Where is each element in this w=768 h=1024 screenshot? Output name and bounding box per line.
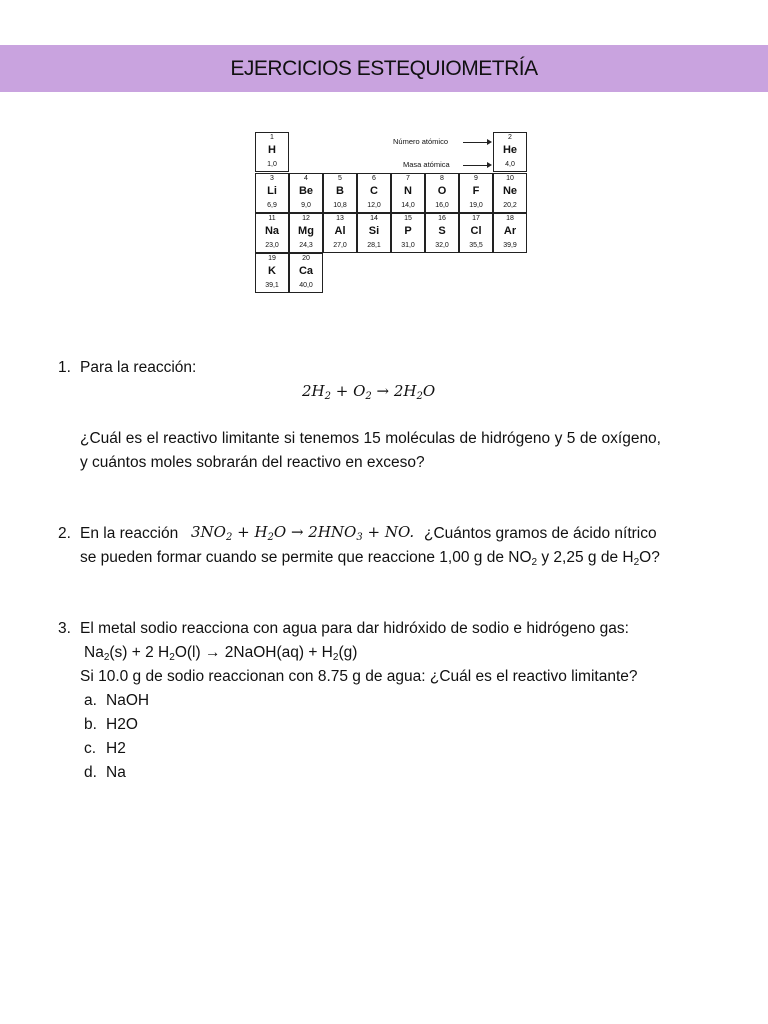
option-text: H2	[106, 740, 126, 757]
atomic-mass: 20,2	[503, 202, 517, 209]
atomic-number-label: Número atómico	[393, 137, 449, 146]
atomic-mass: 23,0	[265, 242, 279, 249]
element-symbol: Ne	[502, 185, 518, 197]
element-cell-c	[357, 173, 391, 213]
atomic-number: 13	[336, 215, 344, 222]
atomic-number: 10	[506, 175, 514, 182]
pointer-arrow-icon	[463, 142, 487, 143]
atomic-mass: 28,1	[367, 242, 381, 249]
atomic-number: 19	[268, 255, 276, 262]
element-symbol: F	[472, 185, 480, 197]
atomic-number: 6	[372, 175, 376, 182]
element-cell-al	[323, 213, 357, 253]
atomic-mass: 1,0	[267, 161, 277, 168]
atomic-number: 8	[440, 175, 444, 182]
exercise-2-line2: se pueden formar cuando se permite que reaccione 1,00 g de $NO_2$ y 2,25 g de $H_2O$?	[80, 549, 660, 568]
exercise-2-number: 2.	[58, 525, 71, 542]
pointer-arrow-icon	[463, 165, 487, 166]
element-cell-na	[255, 213, 289, 253]
element-symbol: Na	[264, 225, 280, 237]
title-banner	[0, 45, 768, 92]
option-letter: b.	[84, 716, 97, 733]
periodic-table	[255, 132, 527, 296]
exercise-3-number: 3.	[58, 620, 71, 637]
element-cell-cl	[459, 213, 493, 253]
exercise-1-equation: $2H_2 + O_2 \to 2H_2O$	[302, 382, 436, 402]
atomic-number: 2	[508, 134, 512, 141]
exercise-2-line1: En la reacción	[80, 525, 179, 542]
atomic-number: 4	[304, 175, 308, 182]
option-letter: c.	[84, 740, 97, 757]
page-title: EJERCICIOS ESTEQUIOMETRÍA	[230, 56, 538, 80]
atomic-mass: 40,0	[299, 282, 313, 289]
element-symbol: Cl	[470, 225, 482, 237]
exercise-3-question: Si 10.0 g de sodio reaccionan con 8.75 g de agua: ¿Cuál es el reactivo limitante?	[80, 668, 638, 685]
option-text: Na	[106, 764, 126, 781]
element-symbol: Ca	[298, 265, 314, 277]
element-cell-ca	[289, 253, 323, 293]
element-cell-h	[255, 132, 289, 172]
atomic-number: 11	[268, 215, 276, 222]
element-cell-o	[425, 173, 459, 213]
element-symbol: K	[268, 265, 276, 277]
element-symbol: Ar	[503, 225, 517, 237]
atomic-mass: 24,3	[299, 242, 313, 249]
atomic-mass: 39,9	[503, 242, 517, 249]
arrow-head-icon	[487, 162, 492, 168]
atomic-mass-label: Masa atómica	[403, 160, 450, 169]
element-symbol: O	[437, 185, 447, 197]
atomic-number: 20	[302, 255, 310, 262]
atomic-number: 14	[370, 215, 378, 222]
option-letter: a.	[84, 692, 97, 709]
element-cell-p	[391, 213, 425, 253]
atomic-number: 12	[302, 215, 310, 222]
exercise-3-reaction: $Na_2(s) + 2$ $H_2O(l)$ → 2NaOH(aq) + $H_2(g)$	[84, 644, 358, 663]
atomic-number: 16	[438, 215, 446, 222]
atomic-number: 3	[270, 175, 274, 182]
atomic-mass: 6,9	[267, 202, 277, 209]
element-cell-ne	[493, 173, 527, 213]
atomic-mass: 31,0	[401, 242, 415, 249]
atomic-mass: 9,0	[301, 202, 311, 209]
atomic-mass: 32,0	[435, 242, 449, 249]
element-cell-b	[323, 173, 357, 213]
element-cell-f	[459, 173, 493, 213]
option-text: H2O	[106, 716, 138, 733]
atomic-number: 17	[472, 215, 480, 222]
element-symbol: P	[404, 225, 412, 237]
element-symbol: Be	[298, 185, 314, 197]
atomic-number: 1	[270, 134, 274, 141]
option-text: NaOH	[106, 692, 150, 709]
element-cell-mg	[289, 213, 323, 253]
atomic-number: 18	[506, 215, 514, 222]
element-cell-be	[289, 173, 323, 213]
element-symbol: Li	[267, 185, 277, 197]
element-cell-n	[391, 173, 425, 213]
exercise-1-question: ¿Cuál es el reactivo limitante si tenemos 15 moléculas de hidrógeno y 5 de oxígeno, y cuántos moles sobrarán del reactivo en exceso?	[80, 430, 661, 471]
arrow-head-icon	[487, 139, 492, 145]
element-symbol: Si	[368, 225, 380, 237]
element-symbol: Al	[334, 225, 346, 237]
atomic-mass: 27,0	[333, 242, 347, 249]
atomic-mass: 14,0	[401, 202, 415, 209]
element-cell-s	[425, 213, 459, 253]
atomic-number: 5	[338, 175, 342, 182]
element-symbol: C	[370, 185, 378, 197]
element-symbol: B	[336, 185, 344, 197]
exercise-2-equation: $3NO_2 + H_2O \to 2HNO_3$ + NO.	[191, 523, 415, 543]
atomic-number: 15	[404, 215, 412, 222]
atomic-mass: 16,0	[435, 202, 449, 209]
element-cell-li	[255, 173, 289, 213]
atomic-mass: 4,0	[505, 161, 515, 168]
atomic-mass: 35,5	[469, 242, 483, 249]
element-symbol: H	[268, 144, 276, 156]
element-symbol: S	[438, 225, 446, 237]
atomic-number: 9	[474, 175, 478, 182]
exercise-1-intro: Para la reacción:	[80, 359, 197, 376]
exercise-2-question-start: ¿Cuántos gramos de ácido nítrico	[424, 525, 657, 542]
atomic-mass: 12,0	[367, 202, 381, 209]
element-symbol: Mg	[298, 225, 314, 237]
exercise-3-intro: El metal sodio reacciona con agua para dar hidróxido de sodio e hidrógeno gas:	[80, 620, 629, 637]
element-symbol: N	[404, 185, 412, 197]
element-cell-si	[357, 213, 391, 253]
atomic-mass: 39,1	[265, 282, 279, 289]
element-cell-k	[255, 253, 289, 293]
element-cell-ar	[493, 213, 527, 253]
option-letter: d.	[84, 764, 97, 781]
reaction-arrow-icon: →	[204, 644, 221, 661]
element-symbol: He	[502, 144, 518, 156]
element-cell-he	[493, 132, 527, 172]
atomic-mass: 10,8	[333, 202, 347, 209]
exercise-1-number: 1.	[58, 359, 71, 376]
atomic-mass: 19,0	[469, 202, 483, 209]
atomic-number: 7	[406, 175, 410, 182]
